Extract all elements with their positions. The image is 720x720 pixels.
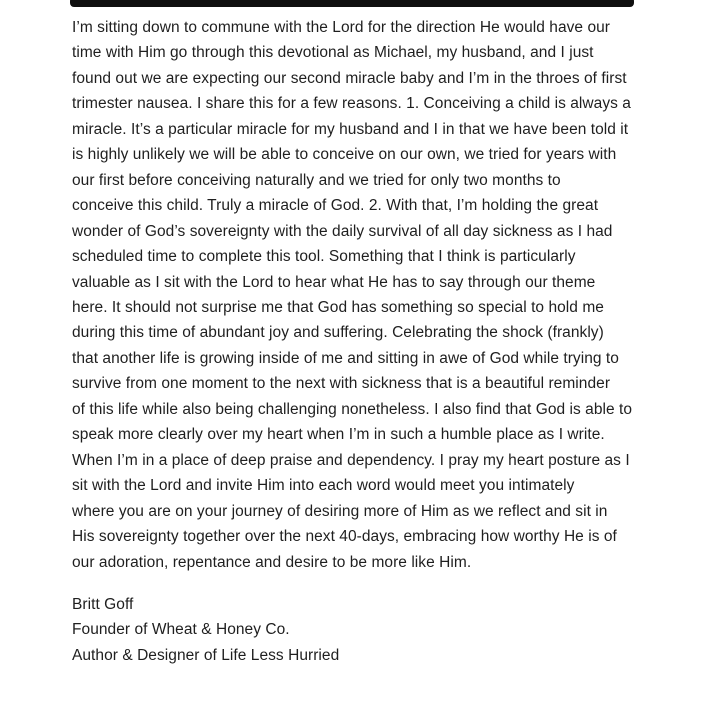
paragraph-line: here. It should not surprise me that God has something so special to hold me xyxy=(72,298,604,316)
paragraph-line: scheduled time to complete this tool. Something that I think is particularly xyxy=(72,248,576,266)
paragraph-line: valuable as I sit with the Lord to hear what He has to say through our theme xyxy=(72,273,596,291)
signature-line: Author & Designer of Life Less Hurried xyxy=(72,646,340,664)
paragraph-line: I’m sitting down to commune with the Lord for the direction He would have our xyxy=(72,19,611,36)
paragraph-line: our adoration, repentance and desire to be more like Him. xyxy=(72,553,472,571)
paragraph-line: time with Him go through this devotional as Michael, my husband, and I just xyxy=(72,44,594,62)
intro-paragraph xyxy=(72,15,632,575)
signature-block xyxy=(72,592,632,668)
paragraph-line: When I’m in a place of deep praise and dependency. I pray my heart posture as I xyxy=(72,451,630,469)
paragraph-line: trimester nausea. I share this for a few reasons. 1. Conceiving a child is always a xyxy=(72,95,631,113)
letter-body xyxy=(72,15,632,668)
paragraph-line: where you are on your journey of desiring more of Him as we reflect and sit in xyxy=(72,502,608,520)
paragraph-line: survive from one moment to the next with sickness that is a beautiful reminder xyxy=(72,375,611,393)
paragraph-line: that another life is growing inside of me and sitting in awe of God while trying to xyxy=(72,349,619,367)
top-rule xyxy=(70,0,634,7)
paragraph-line: speak more clearly over my heart when I’m in such a humble place as I write. xyxy=(72,426,605,444)
paragraph-line: conceive this child. Truly a miracle of God. 2. With that, I’m holding the great xyxy=(72,197,599,215)
paragraph-line: of this life while also being challenging nonetheless. I also find that God is able to xyxy=(72,400,633,418)
paragraph-line: during this time of abundant joy and suffering. Celebrating the shock (frankly) xyxy=(72,324,604,342)
paragraph-line: our first before conceiving naturally and we tried for only two months to xyxy=(72,171,561,189)
signature-gap xyxy=(72,575,632,592)
signature-line: Britt Goff xyxy=(72,595,134,613)
paragraph-line: wonder of God’s sovereignty with the daily survival of all day sickness as I had xyxy=(72,222,613,240)
paragraph-line: found out we are expecting our second miracle baby and I’m in the throes of first xyxy=(72,69,627,87)
paragraph-line: miracle. It’s a particular miracle for my husband and I in that we have been told it xyxy=(72,120,629,138)
paragraph-line: sit with the Lord and invite Him into each word would meet you intimately xyxy=(72,477,575,495)
paragraph-line: is highly unlikely we will be able to conceive on our own, we tried for years with xyxy=(72,146,617,164)
paragraph-line: His sovereignty together over the next 40-days, embracing how worthy He is of xyxy=(72,528,617,546)
signature-line: Founder of Wheat & Honey Co. xyxy=(72,621,290,639)
